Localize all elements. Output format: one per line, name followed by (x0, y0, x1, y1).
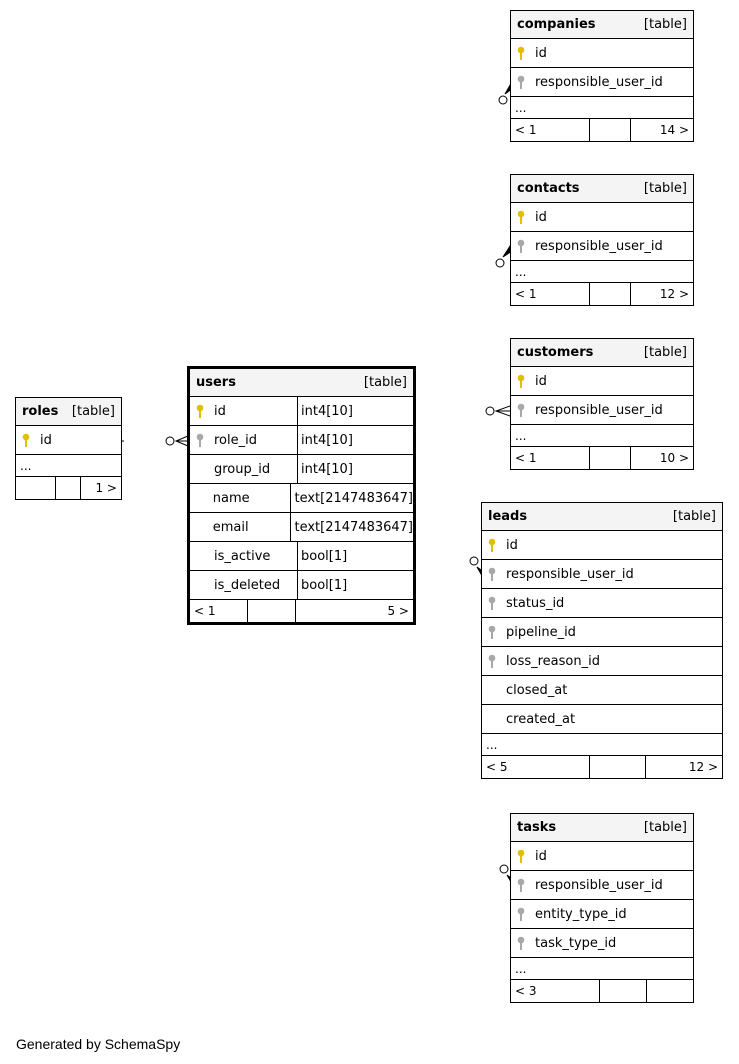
table-kind: [table] (643, 181, 687, 196)
foreign-key-icon (511, 238, 531, 254)
column-row[interactable] (511, 842, 693, 871)
footer-parents[interactable]: < 1 (511, 119, 590, 141)
table-companies[interactable] (510, 10, 694, 142)
footer-parents[interactable]: < 5 (482, 756, 590, 778)
column-row[interactable] (482, 589, 722, 618)
column-name: responsible_user_id (535, 877, 663, 893)
column-row[interactable] (482, 676, 722, 705)
footer-parents[interactable]: < 3 (511, 980, 600, 1002)
table-leads[interactable] (481, 502, 723, 779)
foreign-key-icon (482, 653, 502, 669)
footer-middle (590, 283, 631, 305)
foreign-key-icon (511, 906, 531, 922)
edge-customers-users (486, 406, 510, 416)
more-columns: ... (511, 97, 693, 119)
column-type: bool[1] (297, 542, 347, 570)
column-name: id (40, 432, 52, 448)
primary-key-icon (16, 432, 36, 448)
table-kind: [table] (71, 404, 115, 419)
footer-children[interactable]: 12 > (688, 760, 718, 774)
column-row[interactable] (190, 484, 413, 513)
column-row[interactable] (190, 426, 413, 455)
column-type: int4[10] (297, 397, 353, 425)
table-name[interactable]: roles (22, 404, 59, 419)
primary-key-icon (511, 209, 531, 225)
table-contacts[interactable] (510, 174, 694, 306)
table-kind: [table] (643, 17, 687, 32)
column-name: task_type_id (535, 935, 617, 951)
footer-children[interactable]: 12 > (659, 287, 689, 301)
table-tasks[interactable] (510, 813, 694, 1003)
column-name: id (535, 848, 547, 864)
footer-children[interactable]: 5 > (387, 604, 409, 618)
primary-key-icon (511, 848, 531, 864)
column-row[interactable] (190, 542, 413, 571)
table-footer (511, 447, 693, 469)
column-name: responsible_user_id (535, 402, 663, 418)
table-roles[interactable] (15, 397, 122, 500)
column-row[interactable] (482, 618, 722, 647)
generated-by-text: Generated by SchemaSpy (16, 1036, 181, 1052)
table-header (482, 503, 722, 531)
table-name[interactable]: contacts (517, 181, 580, 196)
footer-middle (590, 447, 631, 469)
table-footer (190, 600, 413, 622)
column-name: id (214, 403, 226, 419)
column-name: responsible_user_id (535, 238, 663, 254)
table-header (511, 175, 693, 203)
foreign-key-icon (511, 74, 531, 90)
footer-children[interactable]: 14 > (659, 123, 689, 137)
foreign-key-icon (511, 402, 531, 418)
table-name[interactable]: customers (517, 345, 594, 360)
column-row[interactable] (482, 531, 722, 560)
column-row[interactable] (190, 455, 413, 484)
column-type: int4[10] (297, 455, 353, 483)
footer-children[interactable] (647, 980, 693, 1002)
column-row[interactable] (511, 68, 693, 97)
more-columns: ... (511, 425, 693, 447)
column-type: bool[1] (297, 571, 347, 599)
footer-children[interactable]: 10 > (659, 451, 689, 465)
column-name: role_id (214, 432, 257, 448)
column-name: pipeline_id (506, 624, 576, 640)
column-row[interactable] (511, 367, 693, 396)
footer-middle (56, 477, 81, 499)
column-row[interactable] (511, 900, 693, 929)
column-name: id (535, 373, 547, 389)
table-name[interactable]: users (196, 375, 236, 390)
table-header (16, 398, 121, 426)
footer-children[interactable]: 1 > (95, 481, 117, 495)
table-header (190, 369, 413, 397)
foreign-key-icon (482, 566, 502, 582)
table-name[interactable]: tasks (517, 820, 557, 835)
primary-key-icon (482, 537, 502, 553)
edge-roles-users (122, 436, 188, 446)
foreign-key-icon (511, 877, 531, 893)
table-kind: [table] (363, 375, 407, 390)
column-row[interactable] (511, 39, 693, 68)
footer-parents[interactable] (16, 477, 56, 499)
column-row[interactable] (482, 560, 722, 589)
table-footer (16, 477, 121, 499)
footer-middle (248, 600, 296, 622)
footer-middle (590, 119, 631, 141)
foreign-key-icon (482, 595, 502, 611)
footer-parents[interactable]: < 1 (190, 600, 248, 622)
more-columns: ... (511, 261, 693, 283)
table-name[interactable]: companies (517, 17, 596, 32)
column-row[interactable] (511, 203, 693, 232)
column-name: loss_reason_id (506, 653, 600, 669)
table-customers[interactable] (510, 338, 694, 470)
column-name: entity_type_id (535, 906, 627, 922)
column-name: closed_at (506, 682, 568, 698)
more-columns: ... (511, 958, 693, 980)
more-columns: ... (16, 455, 121, 477)
table-kind: [table] (672, 509, 716, 524)
footer-middle (600, 980, 647, 1002)
column-row[interactable] (190, 571, 413, 600)
more-columns: ... (482, 734, 722, 756)
column-name: status_id (506, 595, 565, 611)
table-header (511, 339, 693, 367)
primary-key-icon (511, 45, 531, 61)
column-name: name (212, 490, 250, 506)
column-name: id (535, 209, 547, 225)
column-name: id (506, 537, 518, 553)
table-footer (511, 119, 693, 141)
column-row[interactable] (190, 397, 413, 426)
column-name: responsible_user_id (535, 74, 663, 90)
footer-parents[interactable]: < 1 (511, 447, 590, 469)
foreign-key-icon (190, 432, 210, 448)
column-row[interactable] (190, 513, 413, 542)
column-name: is_deleted (214, 577, 281, 593)
column-row[interactable] (482, 647, 722, 676)
table-users[interactable] (187, 366, 416, 625)
table-header (511, 11, 693, 39)
column-row[interactable] (16, 426, 121, 455)
foreign-key-icon (482, 624, 502, 640)
table-footer (482, 756, 722, 778)
table-kind: [table] (643, 820, 687, 835)
table-name[interactable]: leads (488, 509, 528, 524)
table-header (511, 814, 693, 842)
column-name: group_id (214, 461, 271, 477)
table-footer (511, 283, 693, 305)
primary-key-icon (190, 403, 210, 419)
column-name: created_at (506, 711, 576, 727)
column-name: id (535, 45, 547, 61)
column-name: is_active (214, 548, 271, 564)
column-name: email (212, 519, 249, 535)
table-kind: [table] (643, 345, 687, 360)
foreign-key-icon (511, 935, 531, 951)
column-row[interactable] (511, 871, 693, 900)
column-row[interactable] (511, 232, 693, 261)
column-type: int4[10] (297, 426, 353, 454)
footer-parents[interactable]: < 1 (511, 283, 590, 305)
column-type: text[2147483647] (290, 484, 413, 512)
footer-middle (590, 756, 646, 778)
column-row[interactable] (482, 705, 722, 734)
column-type: text[2147483647] (290, 513, 413, 541)
column-row[interactable] (511, 929, 693, 958)
column-row[interactable] (511, 396, 693, 425)
primary-key-icon (511, 373, 531, 389)
table-footer (511, 980, 693, 1002)
column-name: responsible_user_id (506, 566, 634, 582)
